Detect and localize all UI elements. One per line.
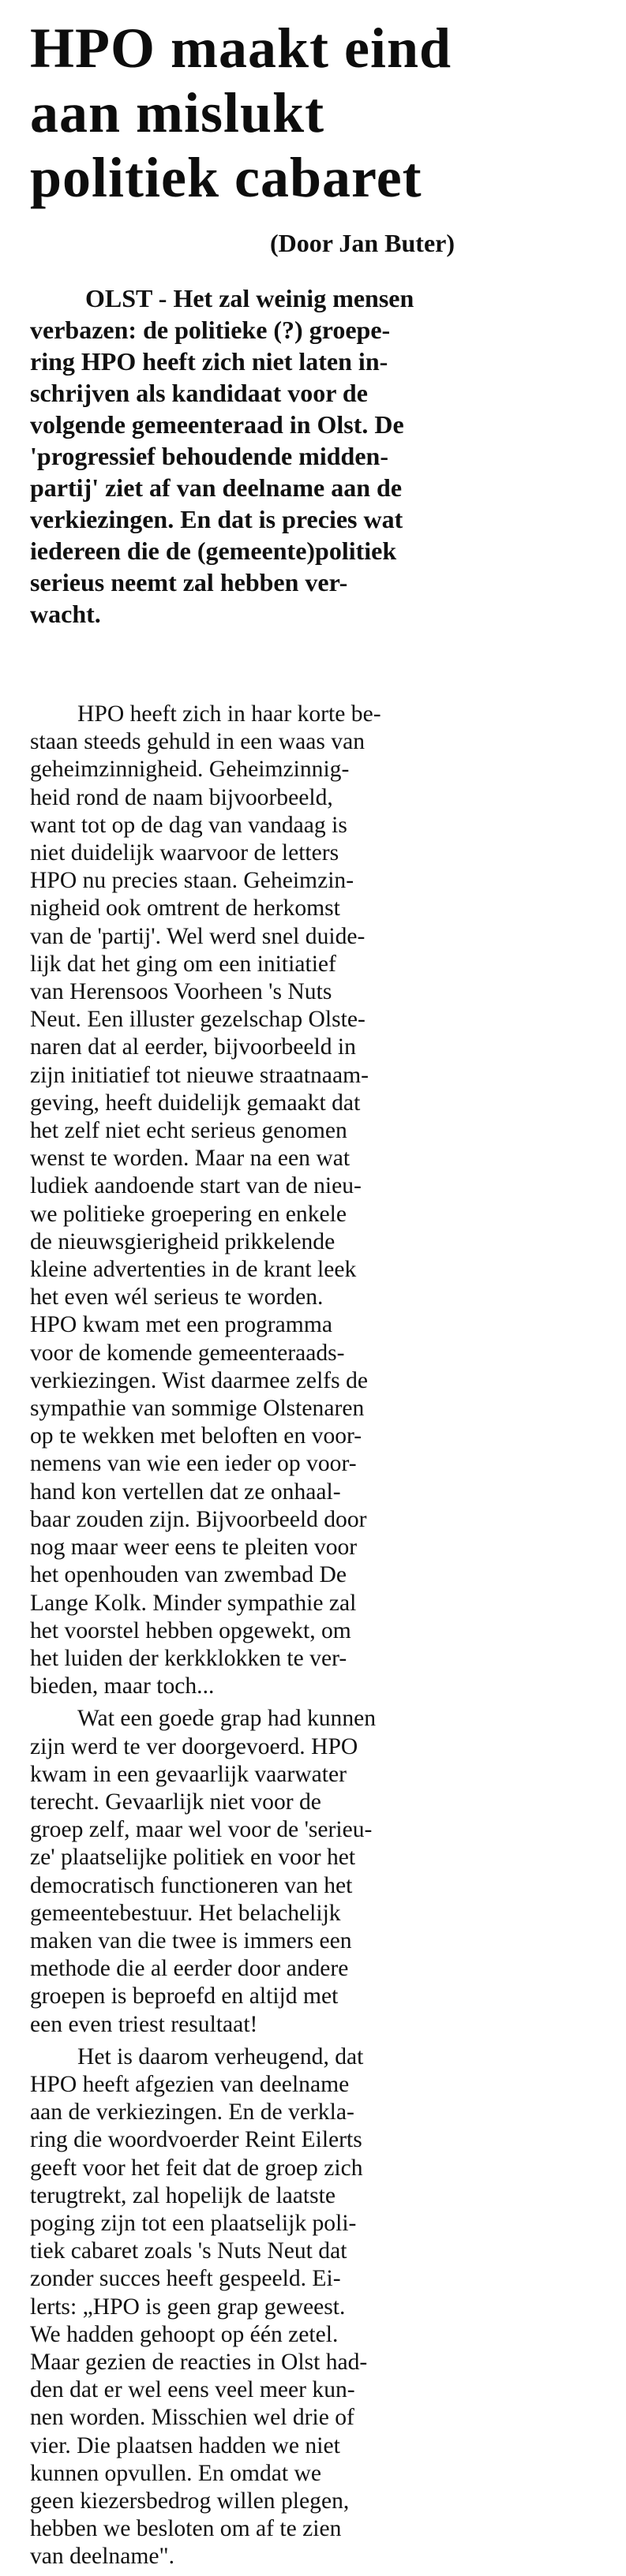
lead-line: serieus neemt zal hebben ver- [30, 568, 348, 596]
body-line: het zelf niet echt serieus genomen [30, 1118, 347, 1144]
body-line: HPO heeft afgezien van deelname [30, 2071, 350, 2097]
body-line: lerts: „HPO is geen grap geweest. [30, 2294, 346, 2320]
body-line: zijn werd te ver doorgevoerd. HPO [30, 1733, 358, 1759]
body-line: Neut. Een illuster gezelschap Olste- [30, 1007, 365, 1033]
body-paragraph-2 [30, 1705, 592, 2038]
body-line: het openhouden van zwembad De [30, 1562, 347, 1588]
body-line: verkiezingen. Wist daarmee zelfs de [30, 1367, 368, 1393]
body-line: op te wekken met beloften en voor- [30, 1423, 362, 1449]
body-line: zonder succes heeft gespeeld. Ei- [30, 2266, 341, 2292]
article-body [30, 701, 592, 2571]
body-line: maken van die twee is immers een [30, 1927, 352, 1953]
body-line: zijn initiatief tot nieuwe straatnaam- [30, 1062, 369, 1088]
article-headline [30, 16, 592, 210]
body-line: want tot op de dag van vandaag is [30, 812, 347, 838]
body-line: naren dat al eerder, bijvoorbeeld in [30, 1034, 356, 1060]
article-lead [30, 282, 592, 630]
body-line: groep zelf, maar wel voor de 'serieu- [30, 1817, 373, 1843]
body-line: sympathie van sommige Olstenaren [30, 1396, 365, 1422]
body-line: vier. Die plaatsen hadden we niet [30, 2432, 340, 2458]
body-line: geheimzinnigheid. Geheimzinnig- [30, 757, 350, 783]
body-line: geving, heeft duidelijk gemaakt dat [30, 1090, 361, 1116]
lead-line: partij' ziet af van deelname aan de [30, 473, 403, 502]
body-line: poging zijn tot een plaatselijk poli- [30, 2210, 357, 2236]
body-line: HPO heeft zich in haar korte be- [77, 701, 381, 727]
body-line: heid rond de naam bijvoorbeeld, [30, 784, 333, 810]
body-line: van deelname". [30, 2544, 174, 2570]
lead-line: schrijven als kandidaat voor de [30, 379, 368, 407]
body-line: wenst te worden. Maar na een wat [30, 1146, 350, 1172]
body-line: democratisch functioneren van het [30, 1872, 353, 1898]
body-line: het luiden der kerkklokken te ver- [30, 1645, 347, 1671]
lead-line: verkiezingen. En dat is precies wat [30, 505, 403, 533]
lead-line: ring HPO heeft zich niet laten in- [30, 347, 388, 376]
lead-line: verbazen: de politieke (?) groepe- [30, 316, 391, 344]
body-paragraph-1 [30, 701, 592, 1700]
body-line: gemeentebestuur. Het belachelijk [30, 1900, 341, 1926]
body-line: kunnen opvullen. En omdat we [30, 2460, 322, 2486]
body-line: HPO nu precies staan. Geheimzin- [30, 868, 354, 894]
lead-line: volgende gemeenteraad in Olst. De [30, 410, 404, 439]
body-line: aan de verkiezingen. En de verkla- [30, 2099, 354, 2125]
lead-line: wacht. [30, 600, 101, 628]
body-line: HPO kwam met een programma [30, 1312, 332, 1338]
body-line: Lange Kolk. Minder sympathie zal [30, 1590, 357, 1616]
headline-line: aan mislukt [30, 81, 325, 144]
body-line: nemens van wie een ieder op voor- [30, 1451, 357, 1477]
body-line: tiek cabaret zoals 's Nuts Neut dat [30, 2238, 347, 2264]
body-line: staan steeds gehuld in een waas van [30, 729, 365, 755]
body-line: nog maar weer eens te pleiten voor [30, 1535, 358, 1561]
body-line: baar zouden zijn. Bijvoorbeeld door [30, 1506, 367, 1532]
body-line: lijk dat het ging om een initiatief [30, 951, 336, 977]
lead-line: 'progressief behoudende midden- [30, 442, 388, 470]
body-line: kwam in een gevaarlijk vaarwater [30, 1761, 347, 1787]
body-line: ze' plaatselijke politiek en voor het [30, 1845, 356, 1871]
body-line: het voorstel hebben opgewekt, om [30, 1617, 351, 1643]
newspaper-clipping [30, 16, 592, 2576]
body-line: groepen is beproefd en altijd met [30, 1983, 339, 2010]
body-line: voor de komende gemeenteraads- [30, 1340, 345, 1366]
body-line: niet duidelijk waarvoor de letters [30, 840, 339, 866]
body-line: van Herensoos Voorheen 's Nuts [30, 979, 332, 1005]
body-line: nen worden. Misschien wel drie of [30, 2405, 354, 2431]
headline-line: politiek cabaret [30, 146, 422, 209]
body-line: methode die al eerder door andere [30, 1956, 349, 1982]
body-line: ring die woordvoerder Reint Eilerts [30, 2127, 362, 2153]
body-paragraph-3 [30, 2043, 592, 2571]
headline-line: HPO maakt eind [30, 17, 452, 80]
body-line: Wat een goede grap had kunnen [77, 1706, 377, 1732]
lead-line: OLST - Het zal weinig mensen [85, 284, 414, 312]
body-line: We hadden gehoopt op één zetel. [30, 2321, 339, 2347]
lead-line: iedereen die de (gemeente)politiek [30, 537, 397, 565]
body-line: terecht. Gevaarlijk niet voor de [30, 1789, 321, 1815]
article-byline: (Door Jan Buter) [269, 229, 455, 257]
body-line: terugtrekt, zal hopelijk de laatste [30, 2182, 336, 2208]
body-line: we politieke groepering en enkele [30, 1201, 347, 1227]
body-line: ludiek aandoende start van de nieu- [30, 1173, 362, 1199]
body-line: den dat er wel eens veel meer kun- [30, 2377, 355, 2403]
body-line: bieden, maar toch... [30, 1673, 215, 1699]
body-line: geeft voor het feit dat de groep zich [30, 2155, 363, 2181]
body-line: nigheid ook omtrent de herkomst [30, 895, 340, 922]
body-line: het even wél serieus te worden. [30, 1284, 324, 1310]
body-line: hand kon vertellen dat ze onhaal- [30, 1479, 341, 1505]
body-line: van de 'partij'. Wel werd snel duide- [30, 923, 365, 949]
body-line: Maar gezien de reacties in Olst had- [30, 2349, 368, 2375]
body-line: een even triest resultaat! [30, 2011, 258, 2037]
body-line: Het is daarom verheugend, dat [77, 2043, 364, 2069]
body-line: de nieuwsgierigheid prikkelende [30, 1228, 335, 1254]
body-line: geen kiezersbedrog willen plegen, [30, 2488, 350, 2514]
body-line: hebben we besloten om af te zien [30, 2516, 342, 2542]
body-line: kleine advertenties in de krant leek [30, 1257, 357, 1283]
